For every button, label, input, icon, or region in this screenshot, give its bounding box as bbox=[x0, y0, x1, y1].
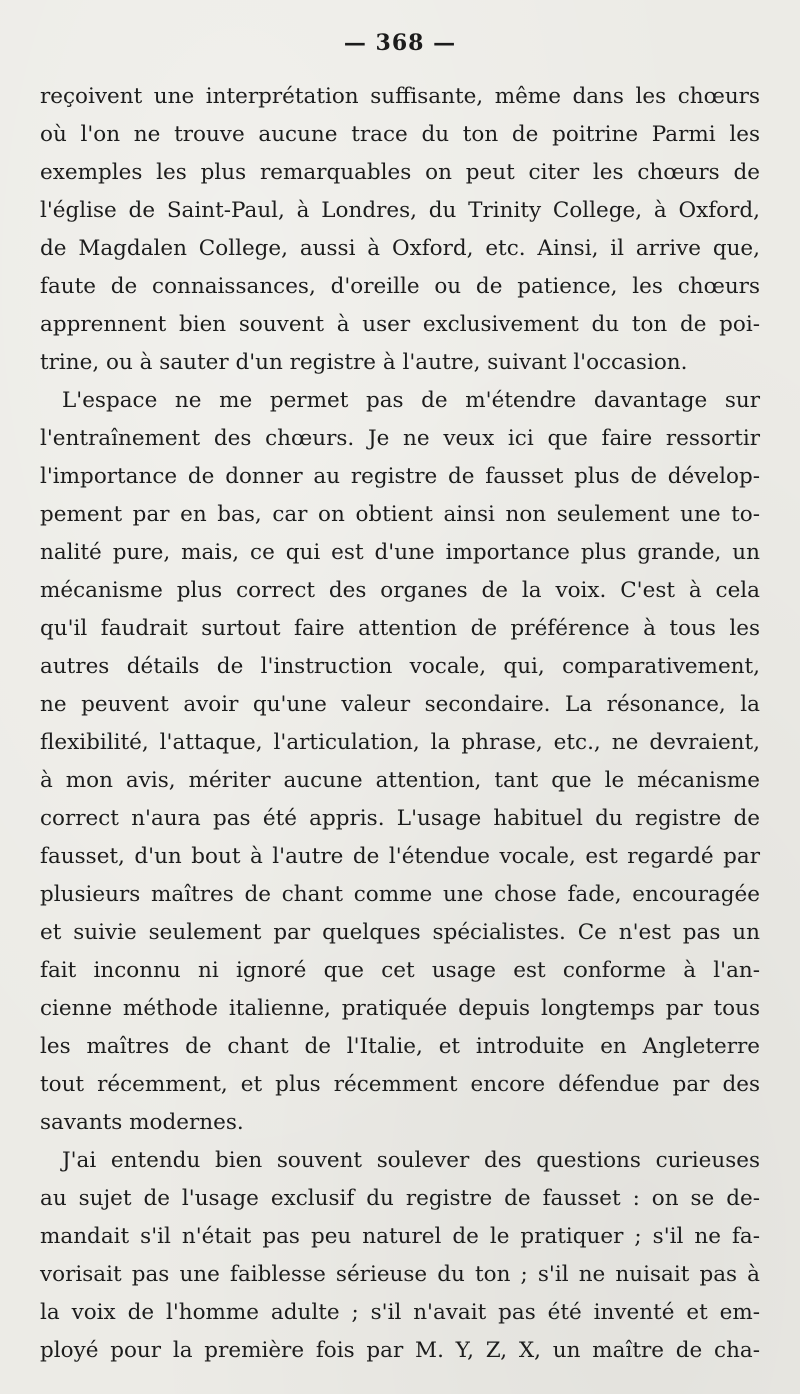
text-line: et suivie seulement par quelques spécialistes. Ce n'est pas un bbox=[40, 920, 760, 945]
text-line: autres détails de l'instruction vocale, qui, comparativement, bbox=[40, 654, 760, 679]
text-line: fausset, d'un bout à l'autre de l'étendue vocale, est regardé par bbox=[40, 844, 760, 869]
text-line: flexibilité, l'attaque, l'articulation, la phrase, etc., ne devraient, bbox=[40, 730, 760, 755]
text-line: où l'on ne trouve aucune trace du ton de poitrine Parmi les bbox=[40, 122, 760, 147]
text-line: l'importance de donner au registre de fausset plus de dévelop- bbox=[40, 464, 760, 489]
text-line: pement par en bas, car on obtient ainsi non seulement une to- bbox=[40, 502, 760, 527]
text-line: l'entraînement des chœurs. Je ne veux ici que faire ressortir bbox=[40, 426, 760, 451]
text-line: J'ai entendu bien souvent soulever des questions curieuses bbox=[62, 1148, 760, 1173]
text-line: de Magdalen College, aussi à Oxford, etc. Ainsi, il arrive que, bbox=[40, 236, 760, 261]
text-line: plusieurs maîtres de chant comme une chose fade, encouragée bbox=[40, 882, 760, 907]
text-line: reçoivent une interprétation suffisante, même dans les chœurs bbox=[40, 84, 760, 109]
page-number: — 368 — bbox=[343, 30, 457, 56]
text-line: cienne méthode italienne, pratiquée depuis longtemps par tous bbox=[40, 996, 760, 1021]
text-line: apprennent bien souvent à user exclusivement du ton de poi- bbox=[40, 312, 760, 337]
text-line: l'église de Saint-Paul, à Londres, du Trinity College, à Oxford, bbox=[40, 198, 760, 223]
text-line: correct n'aura pas été appris. L'usage habituel du registre de bbox=[40, 806, 760, 831]
text-line: nalité pure, mais, ce qui est d'une importance plus grande, un bbox=[40, 540, 760, 565]
text-line: trine, ou à sauter d'un registre à l'autre, suivant l'occasion. bbox=[40, 350, 688, 375]
text-line: mécanisme plus correct des organes de la voix. C'est à cela bbox=[40, 578, 760, 603]
text-line: exemples les plus remarquables on peut citer les chœurs de bbox=[40, 160, 760, 185]
text-line: qu'il faudrait surtout faire attention de préférence à tous les bbox=[40, 616, 760, 641]
text-line: fait inconnu ni ignoré que cet usage est conforme à l'an- bbox=[40, 958, 760, 983]
text-line: les maîtres de chant de l'Italie, et introduite en Angleterre bbox=[40, 1034, 760, 1059]
text-line: ne peuvent avoir qu'une valeur secondaire. La résonance, la bbox=[40, 692, 760, 717]
text-line: ployé pour la première fois par M. Y, Z, X, un maître de cha- bbox=[40, 1338, 760, 1363]
text-line: tout récemment, et plus récemment encore défendue par des bbox=[40, 1072, 760, 1097]
text-line: mandait s'il n'était pas peu naturel de le pratiquer ; s'il ne fa- bbox=[40, 1224, 760, 1249]
text-line: L'espace ne me permet pas de m'étendre davantage sur bbox=[62, 388, 760, 413]
text-line: faute de connaissances, d'oreille ou de patience, les chœurs bbox=[40, 274, 760, 299]
text-line: à mon avis, mériter aucune attention, tant que le mécanisme bbox=[40, 768, 760, 793]
body-text bbox=[40, 78, 760, 1370]
text-line: savants modernes. bbox=[40, 1110, 244, 1135]
text-line: au sujet de l'usage exclusif du registre de fausset : on se de- bbox=[40, 1186, 760, 1211]
text-line: vorisait pas une faiblesse sérieuse du ton ; s'il ne nuisait pas à bbox=[40, 1262, 760, 1287]
text-line: la voix de l'homme adulte ; s'il n'avait pas été inventé et em- bbox=[40, 1300, 760, 1325]
